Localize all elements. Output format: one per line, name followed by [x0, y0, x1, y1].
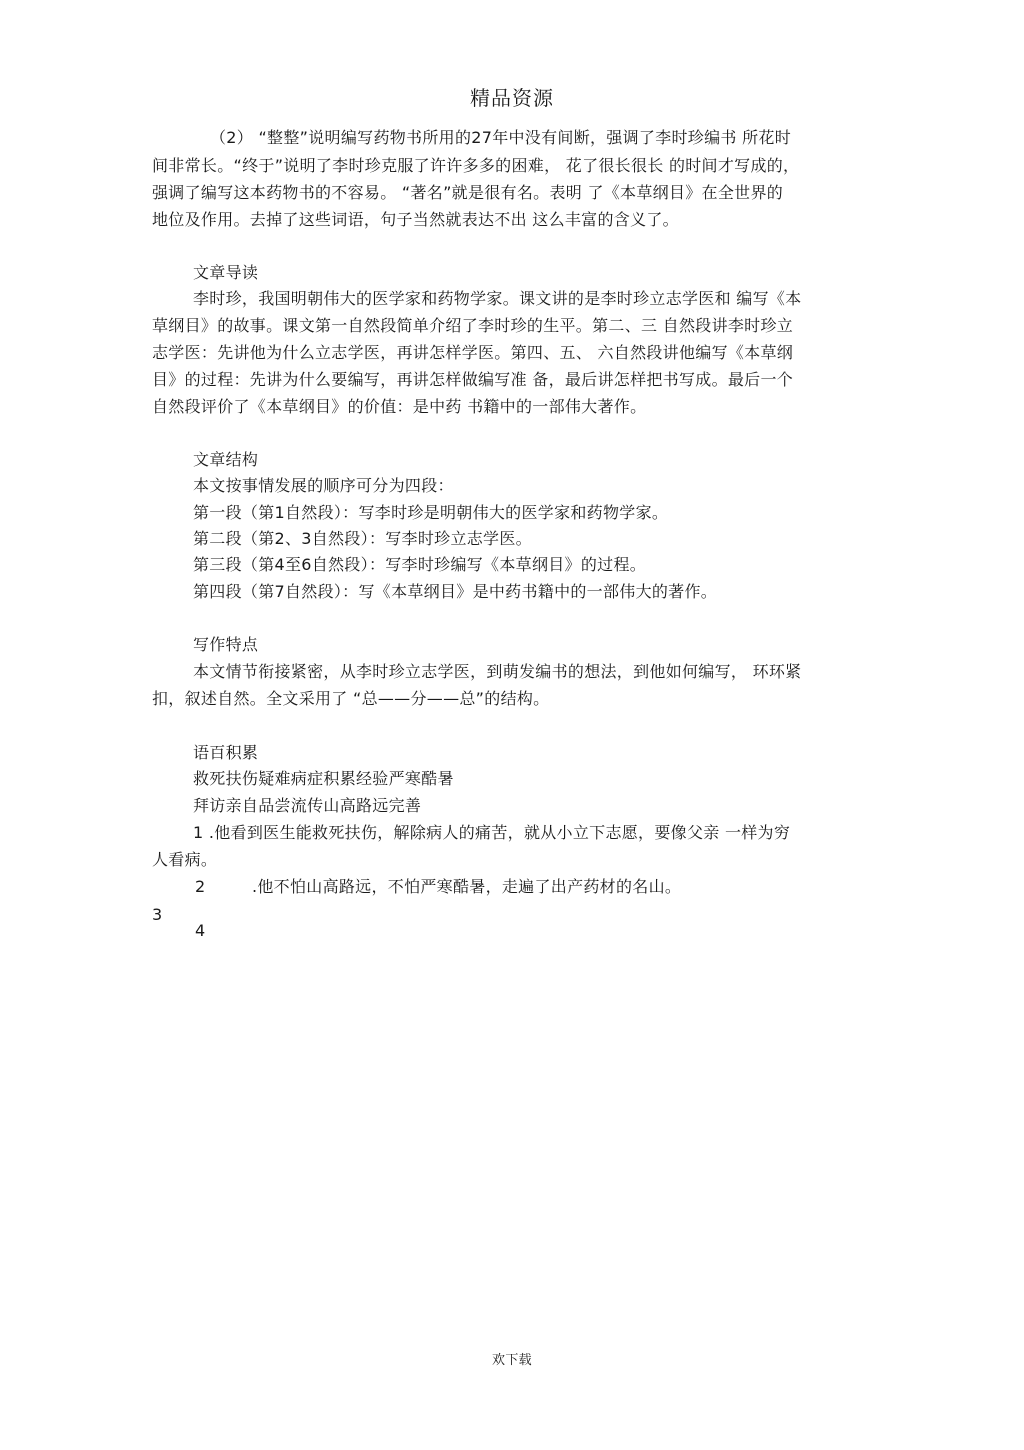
vocabulary-item-2-number: 2 — [195, 877, 206, 896]
paragraph-2-line-4: 地位及作用。去掉了这些词语，句子当然就表达不出 这么丰富的含义了。 — [152, 210, 679, 229]
paragraph-2-line-1: （2） “整整”说明编写药物书所用的27年中没有间断，强调了李时珍编书 所花时 — [210, 128, 791, 147]
vocabulary-item-2-text: .他不怕山高路远，不怕严寒酷暑，走遍了出产药材的名山。 — [252, 877, 682, 896]
vocabulary-item-4-number: 4 — [195, 921, 206, 940]
vocabulary-item-3-number: 3 — [152, 905, 163, 924]
page-footer: 欢下载 — [492, 1353, 532, 1368]
vocabulary-words-line-2: 拜访亲自品尝流传山高路远完善 — [193, 796, 422, 815]
article-structure-heading: 文章结构 — [193, 450, 259, 469]
article-guide-line-5: 自然段评价了《本草纲目》的价值：是中药 书籍中的一部伟大著作。 — [152, 397, 647, 416]
vocabulary-words-line-1: 救死扶伤疑难病症积累经验严寒酷暑 — [193, 769, 454, 788]
vocabulary-item-1-line-1: 1 .他看到医生能救死扶伤，解除病人的痛苦，就从小立下志愿，要像父亲 一样为穷 — [193, 823, 791, 842]
paragraph-2-line-2: 间非常长。“终于”说明了李时珍克服了许许多多的困难， 花了很长很长 的时间才写成的， — [152, 156, 800, 175]
structure-section-3: 第三段（第4至6自然段）：写李时珍编写《本草纲目》的过程。 — [193, 555, 647, 574]
article-guide-line-3: 志学医：先讲他为什么立志学医，再讲怎样学医。第四、五、 六自然段讲他编写《本草纲 — [152, 343, 794, 362]
article-guide-line-2: 草纲目》的故事。课文第一自然段简单介绍了李时珍的生平。第二、三 自然段讲李时珍立 — [152, 316, 794, 335]
structure-section-4: 第四段（第7自然段）：写《本草纲目》是中药书籍中的一部伟大的著作。 — [193, 582, 718, 601]
vocabulary-item-1-line-2: 人看病。 — [152, 850, 218, 869]
vocabulary-heading: 语百积累 — [193, 743, 259, 762]
writing-features-line-2: 扣，叙述自然。全文采用了 “总——分——总”的结构。 — [152, 689, 550, 708]
writing-features-line-1: 本文情节衔接紧密，从李时珍立志学医，到萌发编书的想法，到他如何编写， 环环紧 — [193, 662, 802, 681]
article-structure-intro: 本文按事情发展的顺序可分为四段： — [193, 476, 454, 495]
structure-section-1: 第一段（第1自然段）：写李时珍是明朝伟大的医学家和药物学家。 — [193, 503, 669, 522]
page-header-title: 精品资源 — [470, 86, 554, 110]
article-guide-line-4: 目》的过程：先讲为什么要编写，再讲怎样做编写准 备，最后讲怎样把书写成。最后一个 — [152, 370, 794, 389]
writing-features-heading: 写作特点 — [193, 635, 259, 654]
article-guide-line-1: 李时珍，我国明朝伟大的医学家和药物学家。课文讲的是李时珍立志学医和 编写《本 — [193, 289, 802, 308]
structure-section-2: 第二段（第2、3自然段）：写李时珍立志学医。 — [193, 529, 532, 548]
paragraph-2-line-3: 强调了编写这本药物书的不容易。 “著名”就是很有名。表明 了《本草纲目》在全世界的 — [152, 183, 784, 202]
article-guide-heading: 文章导读 — [193, 263, 259, 282]
